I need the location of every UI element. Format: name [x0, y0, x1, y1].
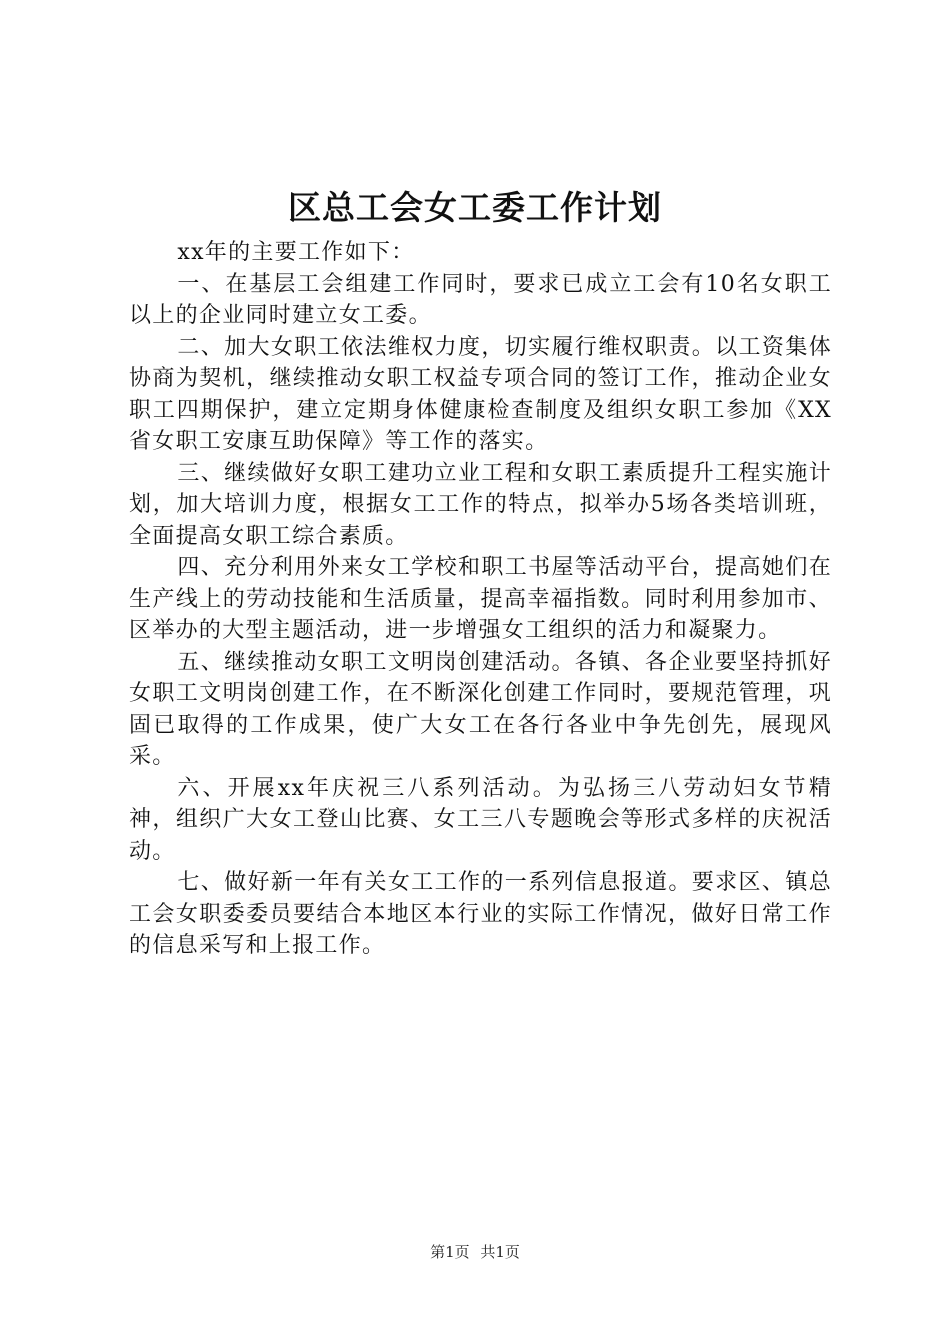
paragraph-item-6: 六、开展xx年庆祝三八系列活动。为弘扬三八劳动妇女节精神，组织广大女工登山比赛、女工三八专题晚会等形式多样的庆祝活动。	[129, 775, 832, 864]
page-number: 第1页	[430, 1243, 470, 1261]
document-body	[129, 237, 832, 962]
page-footer	[0, 1241, 950, 1263]
paragraph-item-1: 一、在基层工会组建工作同时，要求已成立工会有10名女职工以上的企业同时建立女工委。	[129, 271, 832, 328]
paragraph-item-7: 七、做好新一年有关女工工作的一系列信息报道。要求区、镇总工会女职委委员要结合本地区本行业的实际工作情况，做好日常工作的信息采写和上报工作。	[129, 870, 832, 958]
page-total: 共1页	[480, 1243, 520, 1261]
paragraph-item-2: 二、加大女职工依法维权力度，切实履行维权职责。以工资集体协商为契机，继续推动女职工权益专项合同的签订工作，推动企业女职工四期保护，建立定期身体健康检查制度及组织女职工参加《XX省女职工安康互助保障》等工作的落实。	[129, 334, 832, 454]
document-title: 区总工会女工委工作计划	[288, 188, 662, 227]
paragraph-item-3: 三、继续做好女职工建功立业工程和女职工素质提升工程实施计划，加大培训力度，根据女工工作的特点，拟举办5场各类培训班，全面提高女职工综合素质。	[129, 460, 832, 549]
paragraph-item-4: 四、充分利用外来女工学校和职工书屋等活动平台，提高她们在生产线上的劳动技能和生活质量，提高幸福指数。同时利用参加市、区举办的大型主题活动，进一步增强女工组织的活力和凝聚力。	[129, 555, 832, 643]
paragraph-item-5: 五、继续推动女职工文明岗创建活动。各镇、各企业要坚持抓好女职工文明岗创建工作，在不断深化创建工作同时，要规范管理，巩固已取得的工作成果，使广大女工在各行各业中争先创先，展现风采。	[129, 649, 832, 769]
paragraph-intro: xx年的主要工作如下：	[177, 240, 415, 265]
